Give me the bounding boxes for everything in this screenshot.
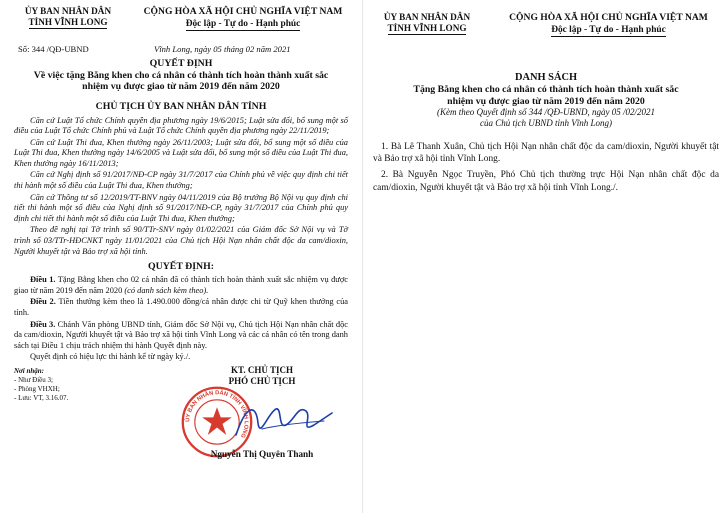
issuing-agency [373,12,481,35]
agency-line-2: TỈNH VĨNH LONG [28,17,108,27]
decision-header [14,6,348,44]
recipient-item: - Như Điều 3; [14,375,53,384]
signature-block [172,364,352,459]
article-1 [14,275,348,296]
agency-line-1: ỦY BAN NHÂN DÂN [383,12,471,22]
recipient-item: - Phòng VHXH; [14,384,60,393]
legal-basis [14,116,348,258]
article-2-label: Điều 2. [30,297,56,307]
article-1-label: Điều 1. [30,275,56,285]
awardee-list [373,141,719,194]
list-page [362,0,727,513]
national-name: CỘNG HÒA XÃ HỘI CHỦ NGHĨA VIỆT NAM [143,6,343,17]
document-number: Số: 344 /QĐ-UBND [18,44,89,54]
list-header [373,12,719,50]
article-3-label: Điều 3. [30,319,56,329]
recipients-label: Nơi nhận: [14,366,45,375]
basis-paragraph: Căn cứ Luật Tổ chức Chính quyền địa phương ngày 19/6/2015; Luật sửa đổi, bổ sung một số điều của Luật Tổ chức Chính phủ và Luật Tổ chức Chính quyền địa phương ngày 22/11/2019; [14,115,348,136]
document-date: Vĩnh Long, ngày 05 tháng 02 năm 2021 [154,44,291,54]
national-slogan: Độc lập - Tự do - Hạnh phúc [185,19,301,29]
article-3 [14,320,348,352]
issuing-agency [14,6,122,29]
recipients [14,367,124,403]
effect-clause: Quyết định có hiệu lực thi hành kể từ ngày ký./. [30,352,191,362]
attachment-line-1: (Kèm theo Quyết định số 344 /QĐ-UBND, ngày 05 /02/2021 [437,107,655,117]
article-2 [14,297,348,318]
issuer-heading: CHỦ TỊCH ỦY BAN NHÂN DÂN TỈNH [95,100,267,112]
signer-name: Nguyễn Thị Quyên Thanh [210,448,314,459]
article-2-text: Tiền thưởng kèm theo là 1.490.000 đồng/cá nhân được chi từ Quỹ khen thưởng của tỉnh. [14,297,348,317]
agency-line-1: ỦY BAN NHÂN DÂN [24,6,112,16]
document-title: QUYẾT ĐỊNH [149,58,213,69]
article-3-text: Chánh Văn phòng UBND tỉnh, Giám đốc Sở Nội vụ, Chủ tịch Hội Nạn nhân chất độc da cam/dioxin, Người khuyết tật và Bảo trợ xã hội tỉnh Vĩnh Long và các cá nhân có tên trong danh sách tại Điều 1 chịu trách nhiệm thi hành Quyết định này. [14,319,348,350]
basis-paragraph: Căn cứ Thông tư số 12/2019/TT-BNV ngày 04/11/2019 của Bộ trưởng Bộ Nội vụ quy định chi tiết thi hành một số điều của Nghị định số 91/2017/NĐ-CP, ngày 31/7/2017 của Chính phủ quy định chi tiết thi hành một số điều của Luật Thi đua, Khen thưởng; [14,192,348,223]
signature-icon [228,395,338,447]
recipient-item: - Lưu: VT, 3.16.07. [14,393,69,402]
svg-text:ỦY BAN NHÂN DÂN TỈNH VĨNH LONG: ỦY BAN NHÂN DÂN TỈNH VĨNH LONG [185,390,249,439]
decision-page [0,0,358,513]
list-item: 1. Bà Lê Thanh Xuân, Chủ tịch Hội Nạn nhân chất độc da cam/dioxin, Người khuyết tật và Bảo trợ xã hội tỉnh Vĩnh Long. [373,142,719,165]
list-item: 2. Bà Nguyễn Ngọc Truyền, Phó Chủ tịch thường trực Hội Nạn nhân chất độc da cam/dioxin, Người khuyết tật và Bảo trợ xã hội tỉnh Vĩnh Long./. [373,170,719,193]
subject-line-1: Về việc tặng Bằng khen cho cá nhân có thành tích hoàn thành xuất sắc [33,69,329,81]
sign-role-2: PHÓ CHỦ TỊCH [228,375,296,386]
national-slogan: Độc lập - Tự do - Hạnh phúc [551,25,666,35]
subject-line-2: nhiệm vụ được giao từ năm 2019 đến năm 2020 [82,81,280,92]
list-subject-line-1: Tặng Bằng khen cho cá nhân có thành tích hoàn thành xuất sắc [413,84,679,95]
decision-footer [14,365,348,465]
article-1-text: Tặng Bằng khen cho 02 cá nhân đã có thành tích hoàn thành xuất sắc nhiệm vụ được giao từ năm 2019 đến năm 2020 [14,275,348,295]
decision-heading: QUYẾT ĐỊNH: [148,261,214,273]
attachment-line-2: của Chủ tịch UBND tỉnh Vĩnh Long) [480,118,612,128]
number-date-row [14,44,348,58]
basis-paragraph: Theo đề nghị tại Tờ trình số 90/TTr-SNV ngày 01/02/2021 của Giám đốc Sở Nội vụ và Tờ trình số 03/TTr-HĐCNKT ngày 11/01/2021 của Chủ tịch Hội Nạn nhân chất độc da cam/dioxin, Người khuyết tật và Bảo trợ xã hội tỉnh. [14,225,348,256]
sign-role-1: KT. CHỦ TỊCH [231,364,293,375]
article-1-note: (có danh sách kèm theo). [124,285,209,295]
agency-line-2: TỈNH VĨNH LONG [387,23,467,33]
list-title: DANH SÁCH [514,72,578,83]
basis-paragraph: Căn cứ Nghị định số 91/2017/NĐ-CP ngày 31/7/2017 của Chính phủ về việc quy định chi tiết thi hành một số điều của Luật Thi đua, Khen thưởng; [14,170,348,191]
national-motto [491,12,726,37]
basis-paragraph: Căn cứ Luật Thi đua, Khen thưởng ngày 26/11/2003; Luật sửa đổi, bổ sung một số điều của Luật Thi đua, Khen thưởng ngày 14/6/2005 và Luật sửa đổi, bổ sung một số điều của Luật Thi đua, Khen thưởng ngày 16/11/2013; [14,137,348,168]
national-name: CỘNG HÒA XÃ HỘI CHỦ NGHĨA VIỆT NAM [509,12,708,23]
national-motto [132,6,354,31]
list-subject-line-2: nhiệm vụ được giao từ năm 2019 đến năm 2020 [447,95,645,107]
